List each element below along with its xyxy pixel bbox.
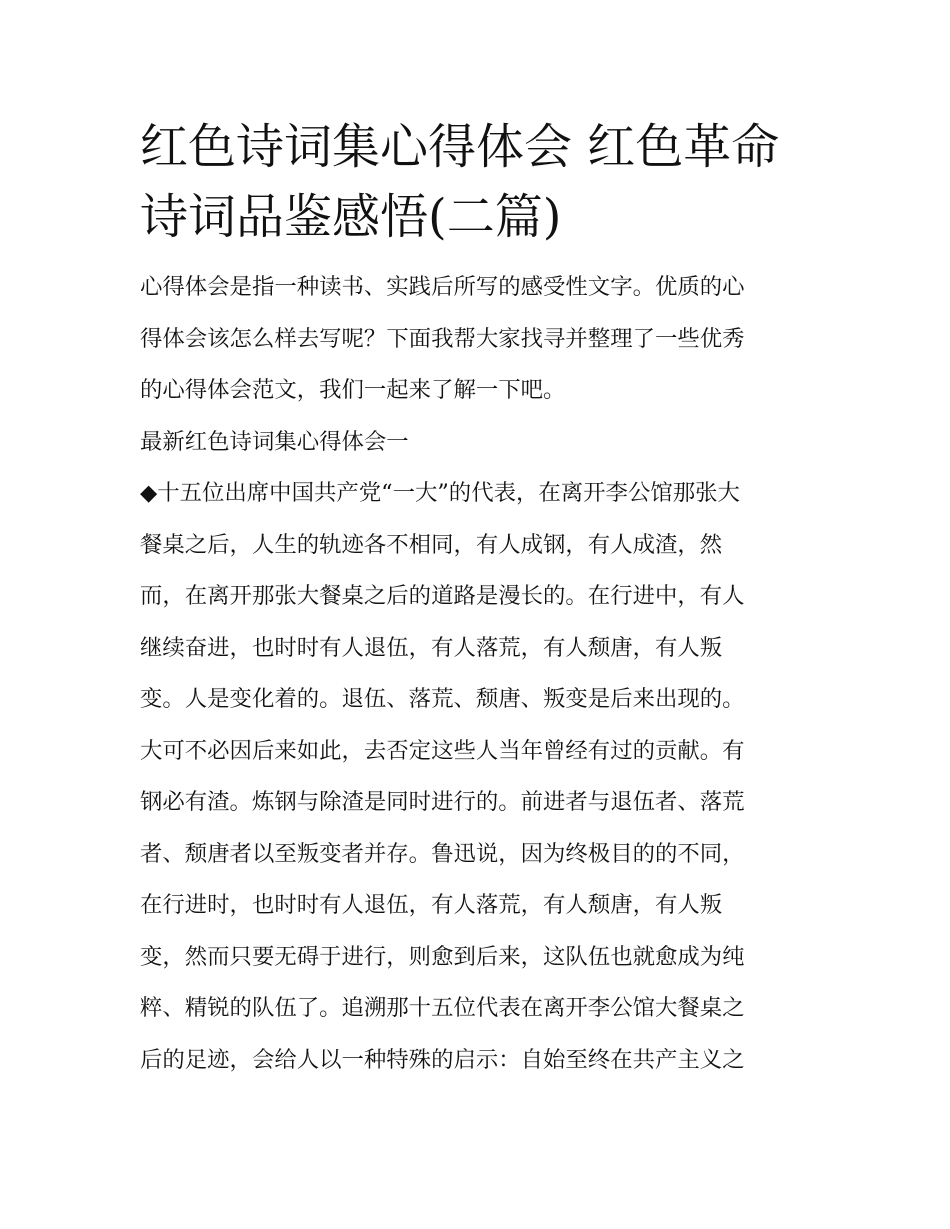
section-heading: 最新红色诗词集心得体会一 [140,428,409,455]
intro-line-1: 心得体会是指一种读书、实践后所写的感受性文字。优质的心 [140,274,745,300]
intro-line-2: 得体会该怎么样去写呢？下面我帮大家找寻并整理了一些优秀 [140,325,745,352]
title-line-1: 红色诗词集心得体会 红色革命 [140,119,780,175]
intro-paragraph [140,262,812,417]
body-paragraph [140,468,812,1086]
body-line-9: 在行进时，也时时有人退伍，有人落荒，有人颓唐，有人叛 [140,892,723,918]
body-line-3: 而，在离开那张大餐桌之后的道路是漫长的。在行进中，有人 [140,583,745,609]
document-title [140,112,812,252]
body-line-10: 变，然而只要无碍于进行，则愈到后来，这队伍也就愈成为纯 [140,943,745,970]
body-line-4: 继续奋进，也时时有人退伍，有人落荒，有人颓唐，有人叛 [140,634,723,661]
body-line-1: ◆十五位出席中国共产党“一大”的代表，在离开李公馆那张大 [140,480,740,506]
body-line-5: 变。人是变化着的。退伍、落荒、颓唐、叛变是后来出现的。 [140,686,745,712]
body-line-2: 餐桌之后，人生的轨迹各不相同，有人成钢，有人成渣，然 [140,531,723,558]
body-line-7: 钢必有渣。炼钢与除渣是同时进行的。前进者与退伍者、落荒 [140,789,745,815]
title-line-2: 诗词品鉴感悟(二篇) [140,189,562,245]
body-line-12: 后的足迹，会给人以一种特殊的启示：自始至终在共产主义之 [140,1046,745,1073]
intro-line-3: 的心得体会范文，我们一起来了解一下吧。 [140,377,566,403]
body-line-8: 者、颓唐者以至叛变者并存。鲁迅说，因为终极目的的不同， [140,840,745,867]
body-line-11: 粹、精锐的队伍了。追溯那十五位代表在离开李公馆大餐桌之 [140,995,745,1021]
document-content [140,112,812,1086]
body-line-6: 大可不必因后来如此，去否定这些人当年曾经有过的贡献。有 [140,737,745,764]
